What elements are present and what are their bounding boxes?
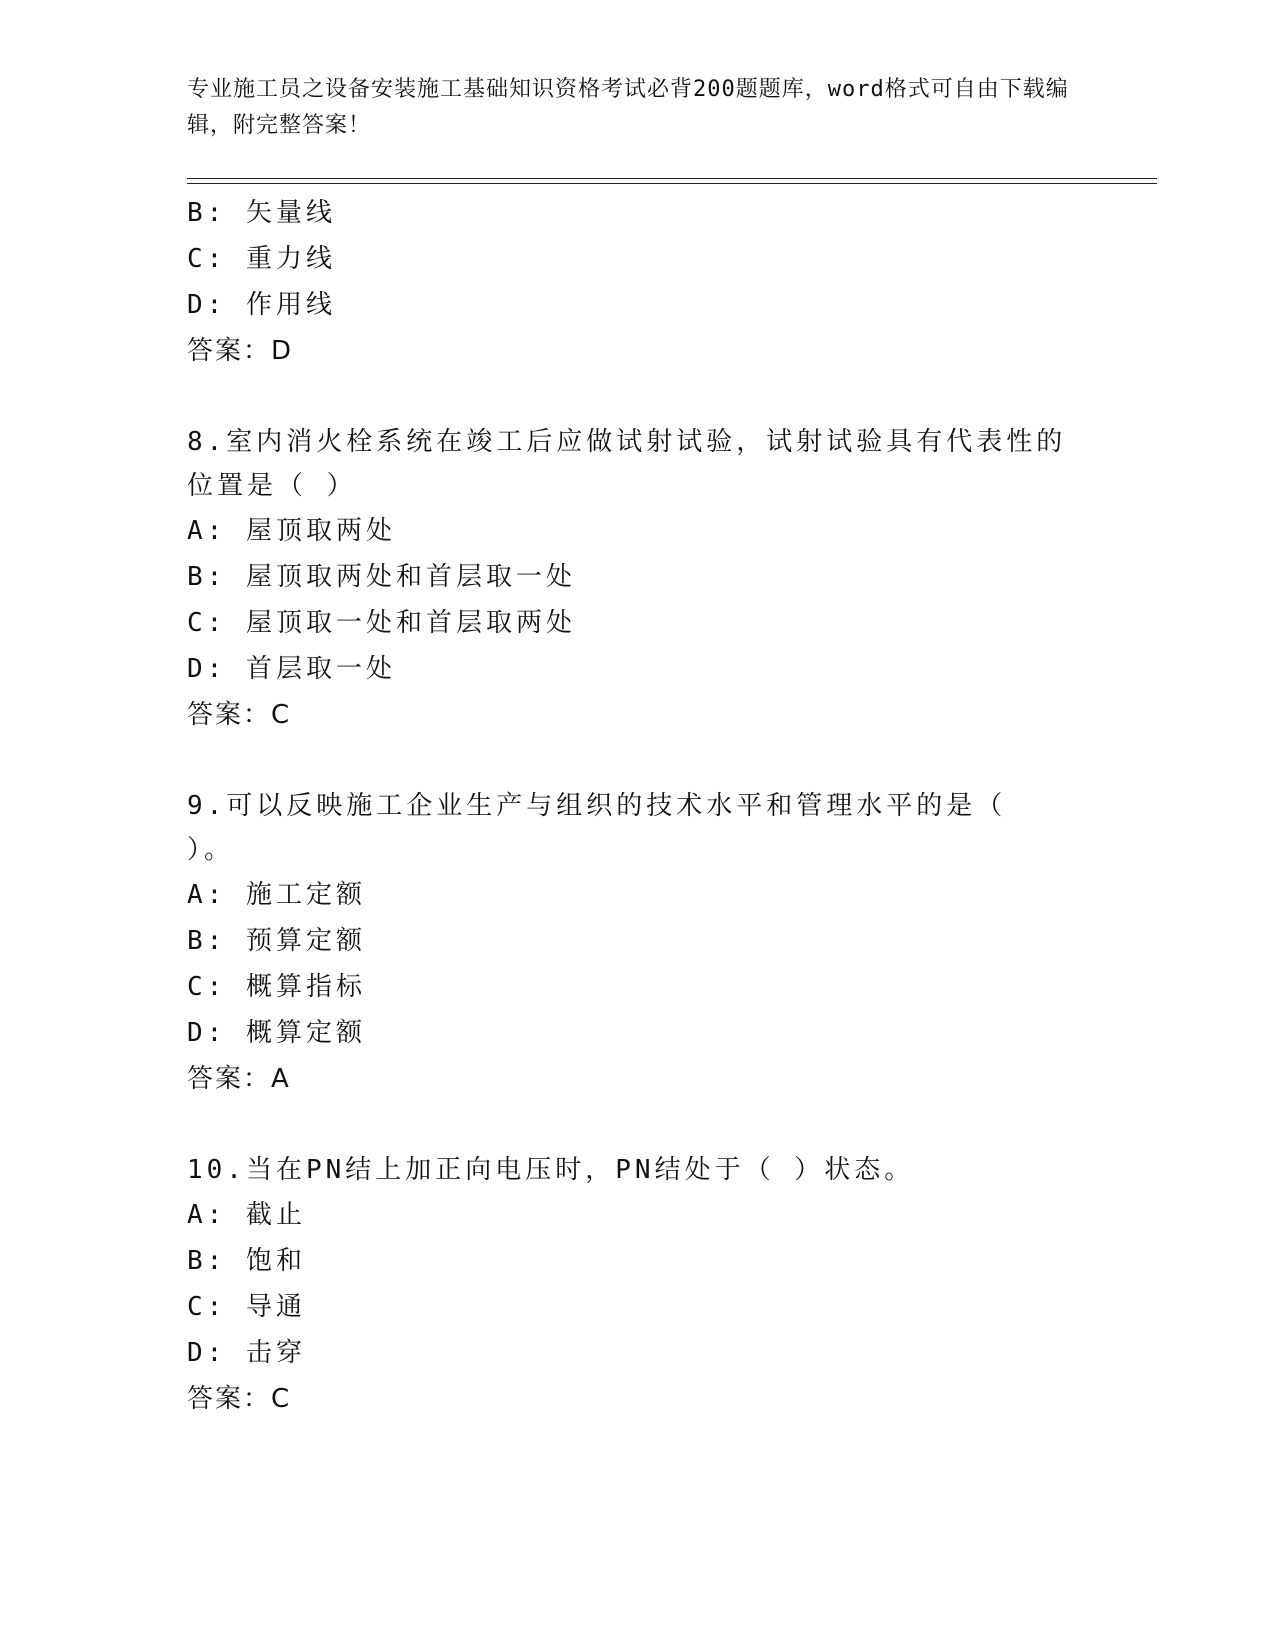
option-b: B: 预算定额: [187, 926, 366, 956]
question-10: [187, 1148, 1087, 1422]
answer: 答案：C: [187, 1384, 292, 1414]
option-d: D: 首层取一处: [187, 654, 396, 684]
option-d: D: 概算定额: [187, 1018, 366, 1048]
option-c: C: 导通: [187, 1292, 306, 1322]
option-a: A: 截止: [187, 1200, 306, 1230]
header-divider-bottom: [187, 183, 1157, 184]
option-a: A: 屋顶取两处: [187, 516, 396, 546]
option-d: D: 击穿: [187, 1338, 306, 1368]
document-header: 专业施工员之设备安装施工基础知识资格考试必背200题题库，word格式可自由下载编辑，附完整答案！: [187, 77, 1069, 138]
question-7-continued: [187, 190, 1087, 374]
question-stem: 9.可以反映施工企业生产与组织的技术水平和管理水平的是（ ）。: [187, 791, 1007, 865]
question-9: [187, 784, 1087, 1102]
question-8: [187, 420, 1087, 738]
option-c: C: 屋顶取一处和首层取两处: [187, 608, 576, 638]
option-c: C: 概算指标: [187, 972, 366, 1002]
answer: 答案：A: [187, 1064, 291, 1094]
option-a: A: 施工定额: [187, 880, 366, 910]
option-b: B: 屋顶取两处和首层取一处: [187, 562, 576, 592]
answer: 答案：C: [187, 700, 292, 730]
option-b: B: 矢量线: [187, 198, 336, 228]
header-divider-top: [187, 178, 1157, 179]
answer: 答案：D: [187, 336, 294, 366]
option-b: B: 饱和: [187, 1246, 306, 1276]
option-d: D: 作用线: [187, 290, 336, 320]
question-stem: 10.当在PN结上加正向电压时，PN结处于（ ）状态。: [187, 1155, 915, 1185]
option-c: C: 重力线: [187, 244, 336, 274]
question-stem: 8.室内消火栓系统在竣工后应做试射试验，试射试验具有代表性的位置是（ ）: [187, 427, 1067, 501]
question-list: [187, 190, 1087, 1422]
